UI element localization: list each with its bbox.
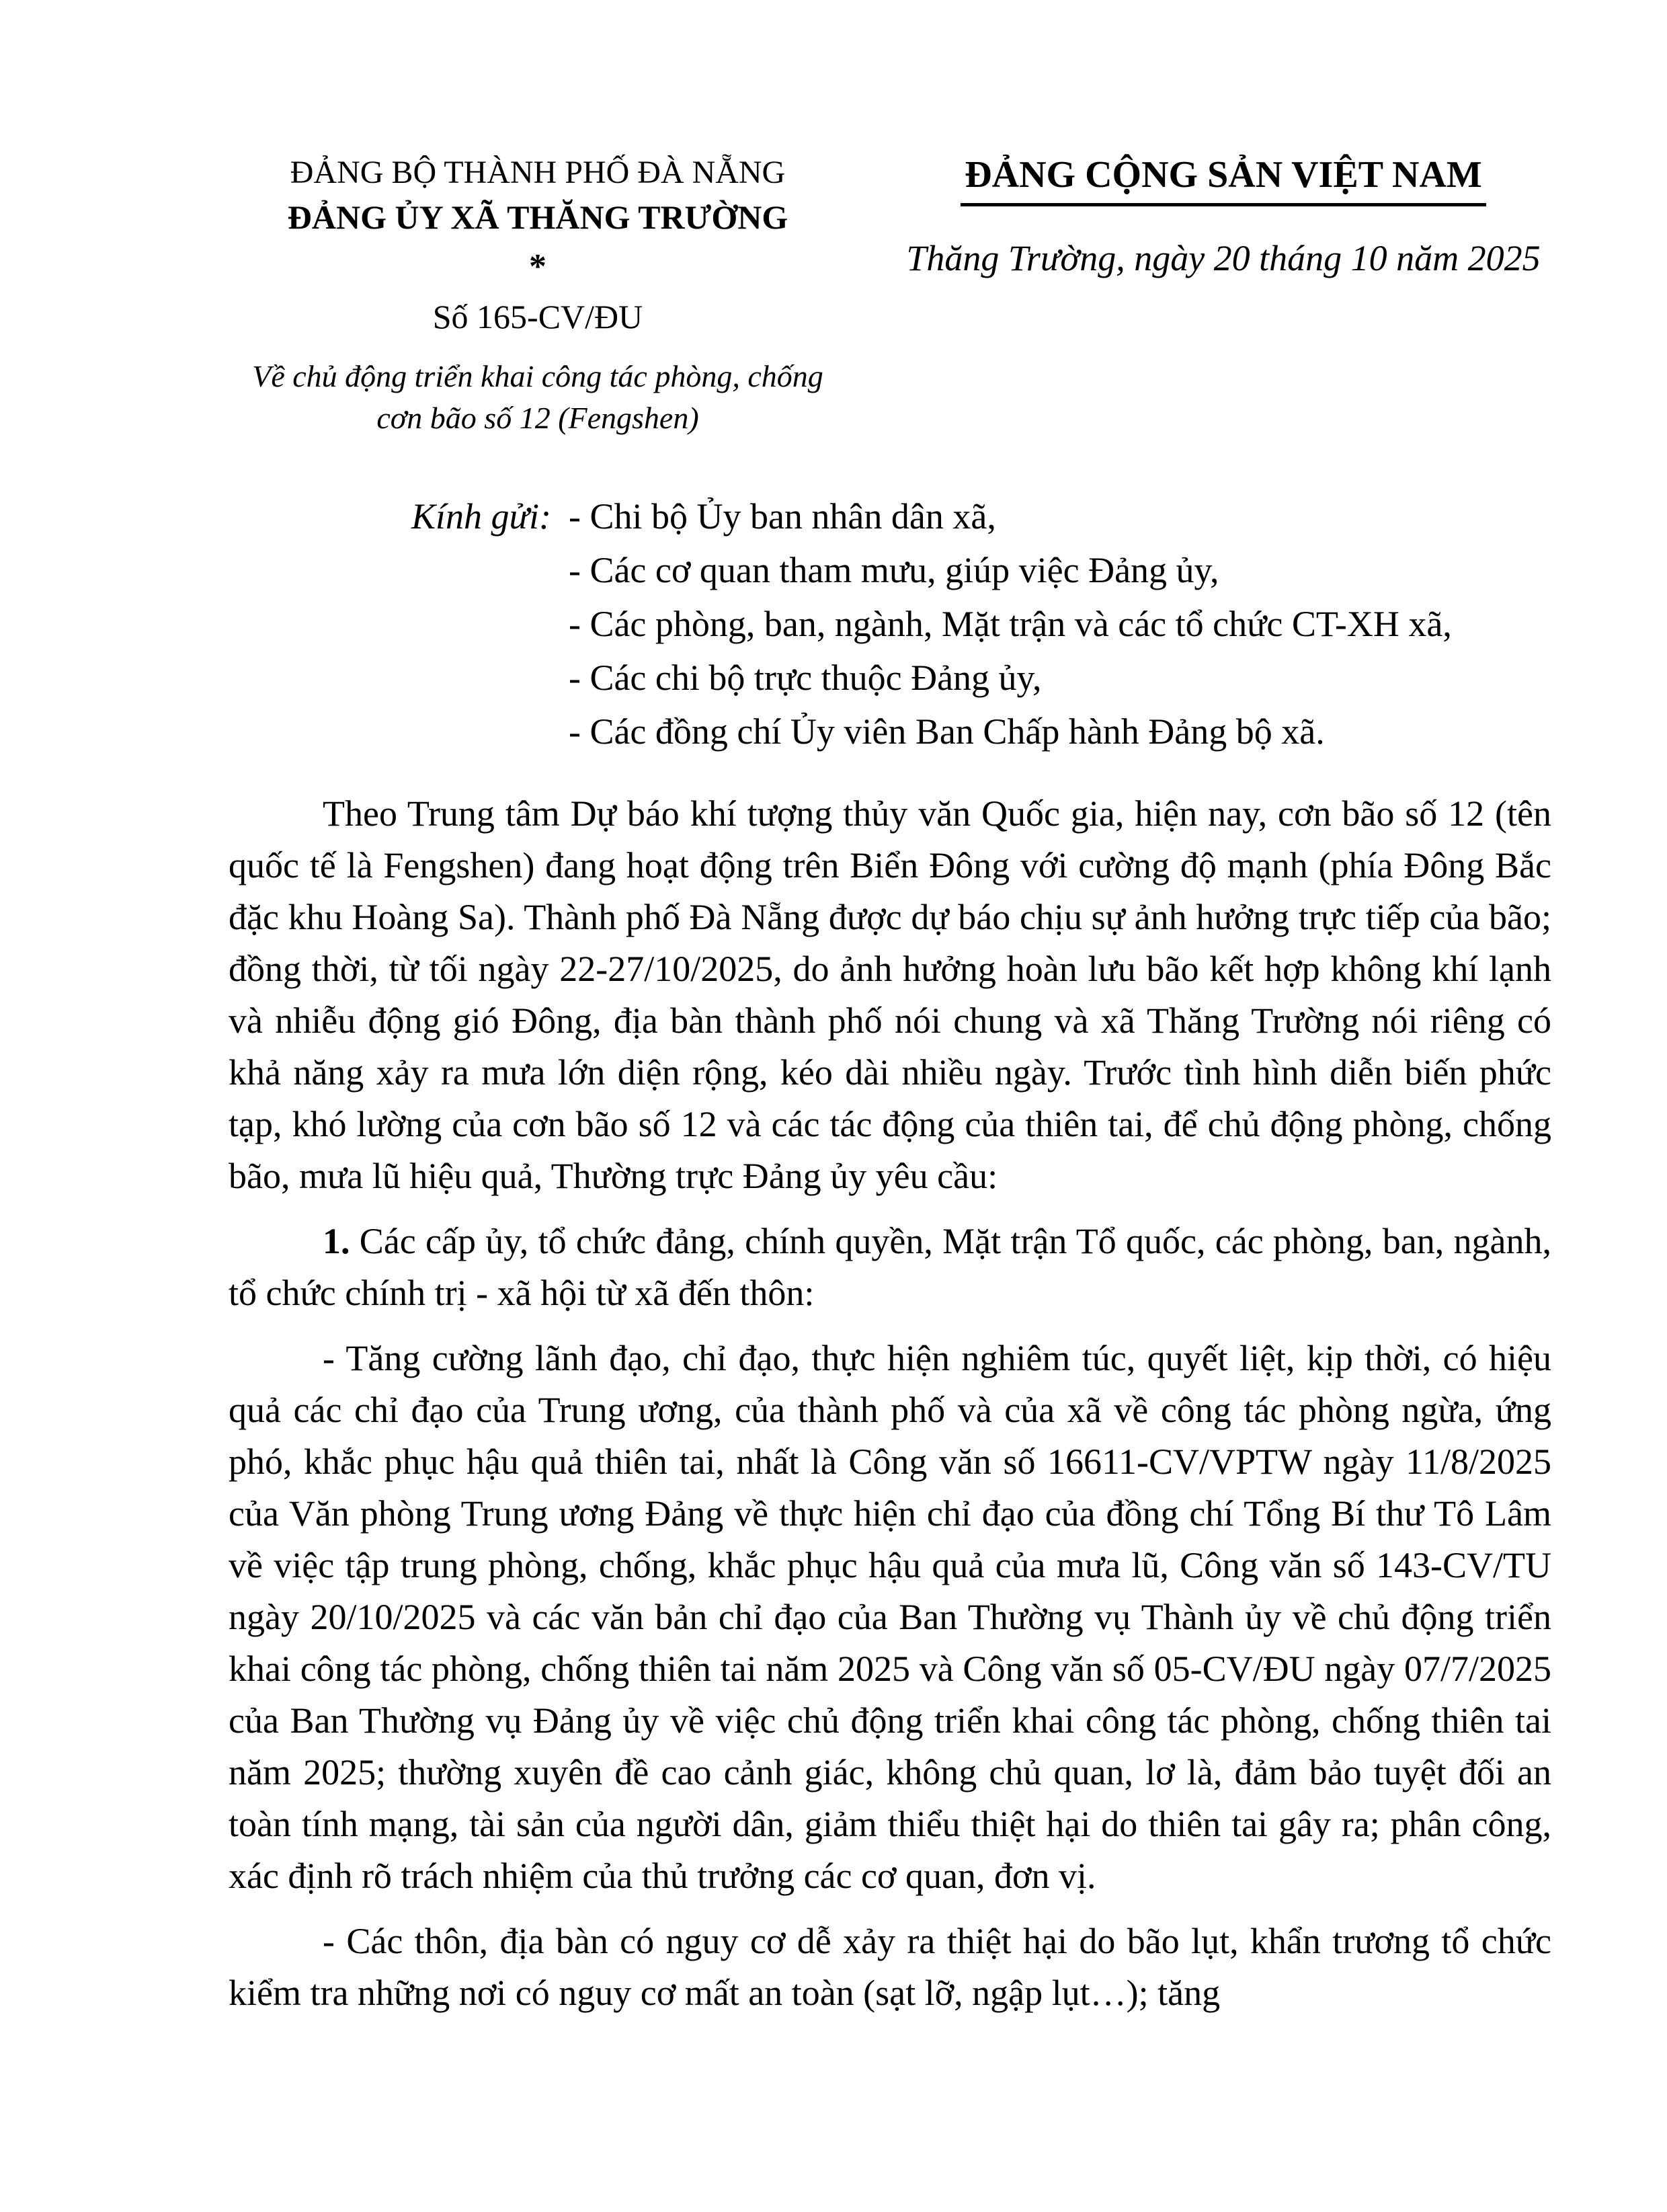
recipient-item: - Các đồng chí Ủy viên Ban Chấp hành Đảng bộ xã. xyxy=(568,711,1325,752)
section-text: Các cấp ủy, tổ chức đảng, chính quyền, Mặt trận Tổ quốc, các phòng, ban, ngành, tổ chức chính trị - xã hội từ xã đến thôn: xyxy=(229,1221,1551,1313)
recipient-item: - Các cơ quan tham mưu, giúp việc Đảng ủy, xyxy=(568,550,1219,590)
recipient-item: - Chi bộ Ủy ban nhân dân xã, xyxy=(568,496,996,537)
document-number: Số 165-CV/ĐU xyxy=(432,298,643,335)
recipient-item: - Các chi bộ trực thuộc Đảng ủy, xyxy=(568,658,1042,698)
salutation-label: Kính gửi: xyxy=(411,496,551,537)
national-header-block xyxy=(867,153,1580,280)
paragraph-intro: Theo Trung tâm Dự báo khí tượng thủy văn Quốc gia, hiện nay, cơn bão số 12 (tên quốc tế là Fengshen) đang hoạt động trên Biển Đông với cường độ mạnh (phía Đông Bắc đặc khu Hoàng Sa). Thành phố Đà Nẵng được dự báo chịu sự ảnh hưởng trực tiếp của bão; đồng thời, từ tối ngày 22-27/10/2025, do ảnh hưởng hoàn lưu bão kết hợp không khí lạnh và nhiễu động gió Đông, địa bàn thành phố nói chung và xã Thăng Trường nói riêng có khả năng xảy ra mưa lớn diện rộng, kéo dài nhiều ngày. Trước tình hình diễn biến phức tạp, khó lường của cơn bão số 12 và các tác động của thiên tai, để chủ động phòng, chống bão, mưa lũ hiệu quả, Thường trực Đảng ủy yêu cầu: xyxy=(229,793,1551,1196)
recipient-item: - Các phòng, ban, ngành, Mặt trận và các tổ chức CT-XH xã, xyxy=(568,604,1452,644)
document-body xyxy=(229,788,1551,2019)
paragraph-section-1 xyxy=(229,1216,1551,1319)
party-name-heading: ĐẢNG CỘNG SẢN VIỆT NAM xyxy=(961,153,1486,206)
separator-star: * xyxy=(529,247,546,286)
paragraph-directive-1: - Tăng cường lãnh đạo, chỉ đạo, thực hiện nghiêm túc, quyết liệt, kịp thời, có hiệu quả các chỉ đạo của Trung ương, của thành phố và của xã về công tác phòng ngừa, ứng phó, khắc phục hậu quả thiên tai, nhất là Công văn số 16611-CV/VPTW ngày 11/8/2025 của Văn phòng Trung ương Đảng về thực hiện chỉ đạo của đồng chí Tổng Bí thư Tô Lâm về việc tập trung phòng, chống, khắc phục hậu quả của mưa lũ, Công văn số 143-CV/TU ngày 20/10/2025 và các văn bản chỉ đạo của Ban Thường vụ Thành ủy về chủ động triển khai công tác phòng, chống thiên tai năm 2025 và Công văn số 05-CV/ĐU ngày 07/7/2025 của Ban Thường vụ Đảng ủy về việc chủ động triển khai công tác phòng, chống thiên tai năm 2025; thường xuyên đề cao cảnh giác, không chủ quan, lơ là, đảm bảo tuyệt đối an toàn tính mạng, tài sản của người dân, giảm thiểu thiệt hại do thiên tai gây ra; phân công, xác định rõ trách nhiệm của thủ trưởng các cơ quan, đơn vị. xyxy=(229,1338,1551,1896)
issuing-authority-block xyxy=(229,151,847,439)
issuing-org-name: ĐẢNG ỦY XÃ THĂNG TRƯỜNG xyxy=(287,198,788,236)
paragraph-directive-2: - Các thôn, địa bàn có nguy cơ dễ xảy ra thiệt hại do bão lụt, khẩn trương tổ chức kiểm tra những nơi có nguy cơ mất an toàn (sạt lỡ, ngập lụt…); tăng xyxy=(229,1921,1551,2013)
place-and-date: Thăng Trường, ngày 20 tháng 10 năm 2025 xyxy=(906,238,1541,278)
recipient-list xyxy=(569,489,1452,758)
salutation-block xyxy=(411,489,1452,758)
section-number: 1. xyxy=(323,1221,350,1261)
subject-line-2: cơn bão số 12 (Fengshen) xyxy=(376,401,699,435)
document-subject xyxy=(229,356,847,439)
parent-org-name: ĐẢNG BỘ THÀNH PHỐ ĐÀ NẴNG xyxy=(290,155,786,190)
subject-line-1: Về chủ động triển khai công tác phòng, chống xyxy=(252,359,823,393)
